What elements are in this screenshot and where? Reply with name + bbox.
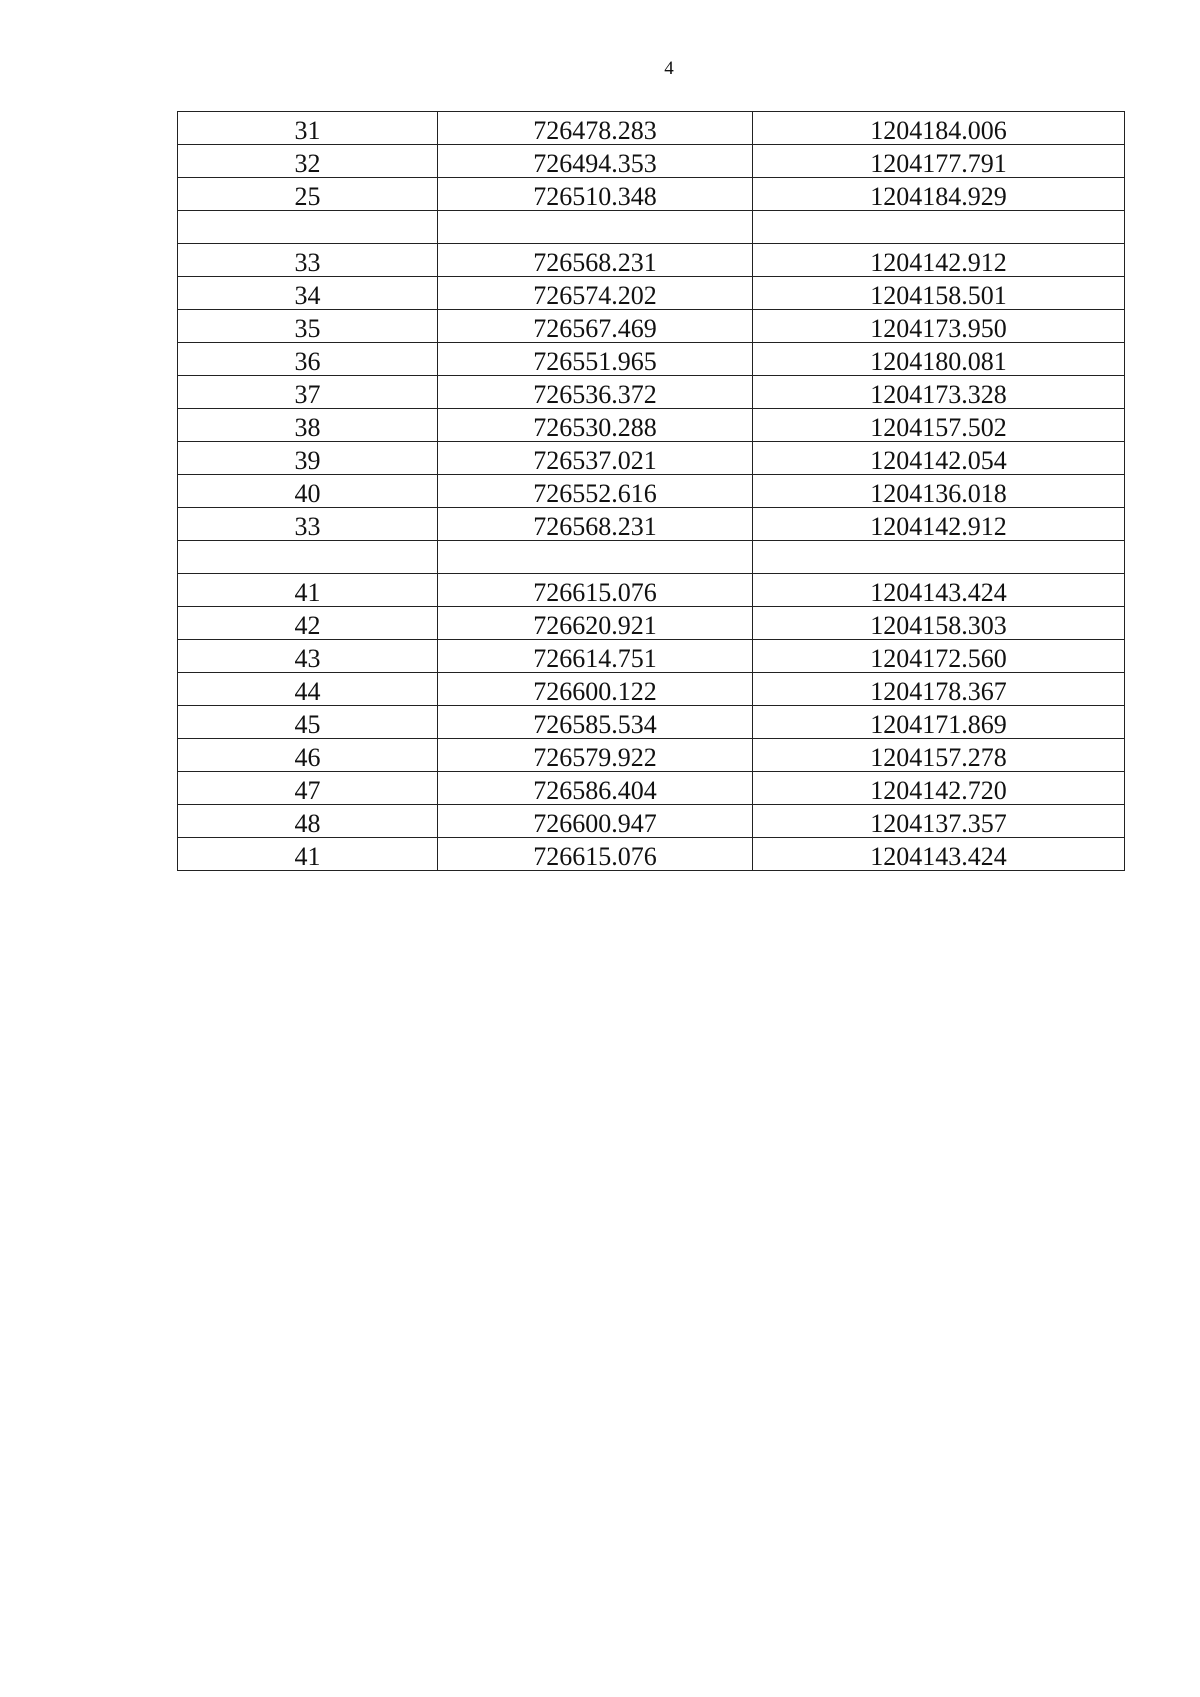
table-row xyxy=(178,640,1125,673)
point-number-cell: 47 xyxy=(178,772,438,805)
table-row xyxy=(178,772,1125,805)
point-number-cell xyxy=(178,211,438,244)
y-coordinate-cell: 1204157.502 xyxy=(753,409,1125,442)
y-coordinate-cell: 1204142.054 xyxy=(753,442,1125,475)
point-number-cell: 31 xyxy=(178,112,438,145)
y-coordinate-cell: 1204158.303 xyxy=(753,607,1125,640)
y-coordinate-cell: 1204177.791 xyxy=(753,145,1125,178)
point-number-cell: 33 xyxy=(178,508,438,541)
x-coordinate-cell: 726568.231 xyxy=(438,244,753,277)
table-row xyxy=(178,508,1125,541)
table-row xyxy=(178,310,1125,343)
table-row xyxy=(178,475,1125,508)
y-coordinate-cell: 1204136.018 xyxy=(753,475,1125,508)
y-coordinate-cell: 1204142.912 xyxy=(753,508,1125,541)
point-number-cell: 38 xyxy=(178,409,438,442)
x-coordinate-cell: 726585.534 xyxy=(438,706,753,739)
y-coordinate-cell: 1204143.424 xyxy=(753,838,1125,871)
x-coordinate-cell: 726600.122 xyxy=(438,673,753,706)
x-coordinate-cell: 726615.076 xyxy=(438,574,753,607)
point-number-cell xyxy=(178,541,438,574)
y-coordinate-cell: 1204172.560 xyxy=(753,640,1125,673)
point-number-cell: 42 xyxy=(178,607,438,640)
table-row xyxy=(178,343,1125,376)
table-row xyxy=(178,376,1125,409)
y-coordinate-cell: 1204173.950 xyxy=(753,310,1125,343)
x-coordinate-cell: 726568.231 xyxy=(438,508,753,541)
x-coordinate-cell: 726574.202 xyxy=(438,277,753,310)
y-coordinate-cell: 1204158.501 xyxy=(753,277,1125,310)
point-number-cell: 41 xyxy=(178,838,438,871)
x-coordinate-cell: 726478.283 xyxy=(438,112,753,145)
y-coordinate-cell: 1204184.006 xyxy=(753,112,1125,145)
y-coordinate-cell: 1204142.912 xyxy=(753,244,1125,277)
point-number-cell: 43 xyxy=(178,640,438,673)
table-row xyxy=(178,607,1125,640)
y-coordinate-cell: 1204171.869 xyxy=(753,706,1125,739)
point-number-cell: 25 xyxy=(178,178,438,211)
table-row xyxy=(178,673,1125,706)
point-number-cell: 48 xyxy=(178,805,438,838)
x-coordinate-cell: 726600.947 xyxy=(438,805,753,838)
x-coordinate-cell: 726586.404 xyxy=(438,772,753,805)
point-number-cell: 35 xyxy=(178,310,438,343)
point-number-cell: 39 xyxy=(178,442,438,475)
point-number-cell: 44 xyxy=(178,673,438,706)
x-coordinate-cell: 726579.922 xyxy=(438,739,753,772)
x-coordinate-cell: 726552.616 xyxy=(438,475,753,508)
table-row xyxy=(178,574,1125,607)
x-coordinate-cell: 726615.076 xyxy=(438,838,753,871)
y-coordinate-cell: 1204180.081 xyxy=(753,343,1125,376)
point-number-cell: 37 xyxy=(178,376,438,409)
x-coordinate-cell xyxy=(438,211,753,244)
coordinates-table xyxy=(177,111,1125,871)
table-row xyxy=(178,442,1125,475)
x-coordinate-cell xyxy=(438,541,753,574)
separator-row xyxy=(178,211,1125,244)
table-row xyxy=(178,706,1125,739)
point-number-cell: 40 xyxy=(178,475,438,508)
y-coordinate-cell: 1204137.357 xyxy=(753,805,1125,838)
table-row xyxy=(178,277,1125,310)
coordinates-table-body xyxy=(178,112,1125,871)
y-coordinate-cell: 1204143.424 xyxy=(753,574,1125,607)
point-number-cell: 33 xyxy=(178,244,438,277)
table-row xyxy=(178,145,1125,178)
point-number-cell: 36 xyxy=(178,343,438,376)
x-coordinate-cell: 726567.469 xyxy=(438,310,753,343)
point-number-cell: 41 xyxy=(178,574,438,607)
table-row xyxy=(178,244,1125,277)
y-coordinate-cell: 1204157.278 xyxy=(753,739,1125,772)
point-number-cell: 32 xyxy=(178,145,438,178)
table-row xyxy=(178,409,1125,442)
table-row xyxy=(178,805,1125,838)
table-row xyxy=(178,112,1125,145)
point-number-cell: 46 xyxy=(178,739,438,772)
y-coordinate-cell: 1204184.929 xyxy=(753,178,1125,211)
x-coordinate-cell: 726494.353 xyxy=(438,145,753,178)
y-coordinate-cell: 1204178.367 xyxy=(753,673,1125,706)
x-coordinate-cell: 726510.348 xyxy=(438,178,753,211)
table-row xyxy=(178,178,1125,211)
y-coordinate-cell: 1204173.328 xyxy=(753,376,1125,409)
x-coordinate-cell: 726537.021 xyxy=(438,442,753,475)
table-row xyxy=(178,739,1125,772)
x-coordinate-cell: 726620.921 xyxy=(438,607,753,640)
page-number: 4 xyxy=(664,58,674,79)
y-coordinate-cell: 1204142.720 xyxy=(753,772,1125,805)
x-coordinate-cell: 726536.372 xyxy=(438,376,753,409)
separator-row xyxy=(178,541,1125,574)
point-number-cell: 45 xyxy=(178,706,438,739)
point-number-cell: 34 xyxy=(178,277,438,310)
x-coordinate-cell: 726530.288 xyxy=(438,409,753,442)
x-coordinate-cell: 726551.965 xyxy=(438,343,753,376)
y-coordinate-cell xyxy=(753,211,1125,244)
x-coordinate-cell: 726614.751 xyxy=(438,640,753,673)
table-row xyxy=(178,838,1125,871)
y-coordinate-cell xyxy=(753,541,1125,574)
